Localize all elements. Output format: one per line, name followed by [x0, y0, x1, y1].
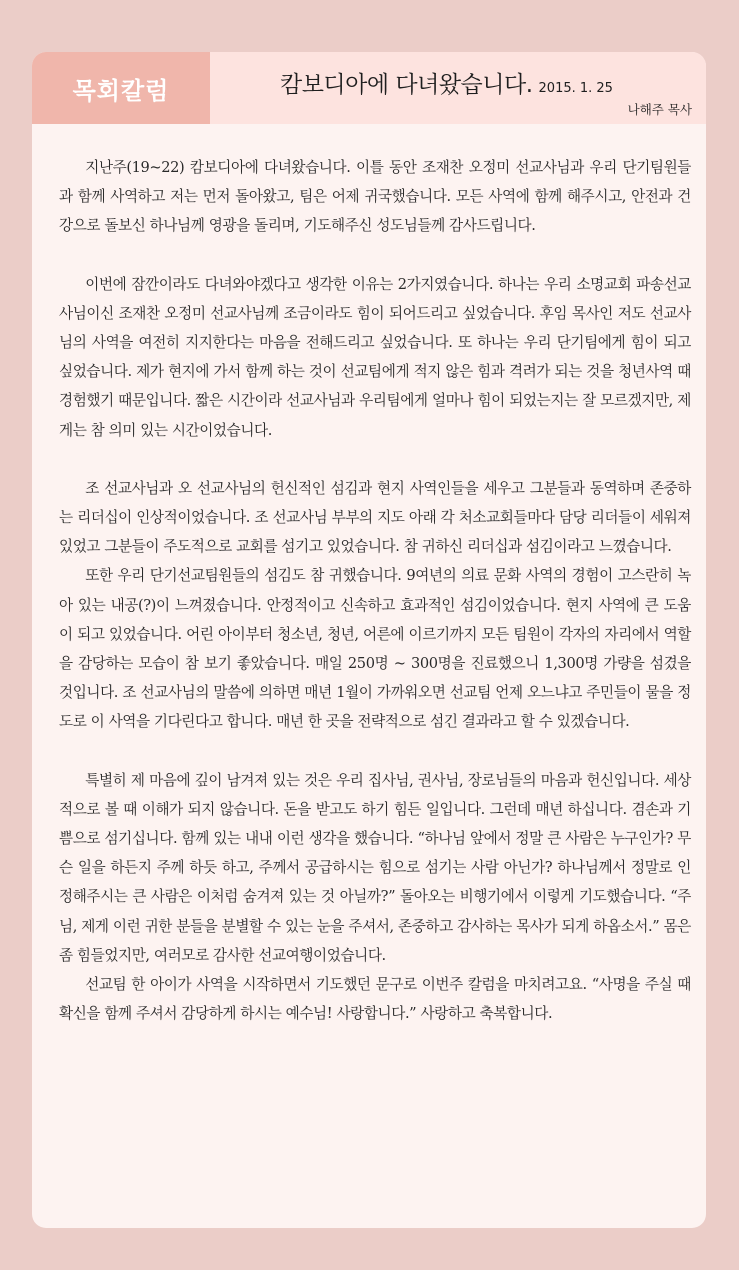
- paragraph-2: 이번에 잠깐이라도 다녀와야겠다고 생각한 이유는 2가지였습니다. 하나는 우리 소명교회 파송선교사님이신 조재찬 오정미 선교사님께 조금이라도 힘이 되어드리고 싶었습니다. 후임 목사인 저도 선교사님의 사역을 여전히 지지한다는 마음을 전해드리고 싶었습니다. 또 하나는 우리 단기팀에게 힘이 되고 싶었습니다. 제가 현지에 가서 함께 하는 것이 선교팀에게 적지 않은 힘과 격려가 되는 것을 청년사역 때 경험했기 때문입니다. 짧은 시간이라 선교사님과 우리팀에게 얼마나 힘이 되었는지는 잘 모르겠지만, 제게는 참 의미 있는 시간이었습니다.: [59, 275, 691, 439]
- column-author: 나해주 목사: [627, 102, 692, 117]
- column-body: [59, 153, 691, 1028]
- paragraph-5: 특별히 제 마음에 깊이 남겨져 있는 것은 우리 집사님, 권사님, 장로님들의 마음과 헌신입니다. 세상적으로 볼 때 이해가 되지 않습니다. 돈을 받고도 하기 힘든 일입니다. 그런데 매년 하십니다. 겸손과 기쁨으로 섬기십니다. 함께 있는 내내 이런 생각을 했습니다. “하나님 앞에서 정말 큰 사람은 누구인가? 무슨 일을 하든지 주께 하듯 하고, 주께서 공급하시는 힘으로 섬기는 사람 아닌가? 하나님께서 정말로 인정해주시는 큰 사람은 이처럼 숨겨져 있는 것 아닐까?” 돌아오는 비행기에서 이렇게 기도했습니다. “주님, 제게 이런 귀한 분들을 분별할 수 있는 눈을 주셔서, 존중하고 감사하는 목사가 되게 하옵소서.” 몸은 좀 힘들었지만, 여러모로 감사한 선교여행이었습니다.: [59, 771, 691, 964]
- column-date: 2015. 1. 25: [538, 81, 613, 96]
- column-category-label: 목회칼럼: [72, 76, 170, 105]
- column-title: 캄보디아에 다녀왔습니다.: [280, 72, 533, 98]
- paragraph-6: 선교팀 한 아이가 사역을 시작하면서 기도했던 문구로 이번주 칼럼을 마치려고요. “사명을 주실 때 확신을 함께 주셔서 감당하게 하시는 예수님! 사랑합니다.” 사랑하고 축복합니다.: [59, 976, 691, 1023]
- paragraph-1: 지난주(19~22) 캄보디아에 다녀왔습니다. 이틀 동안 조재찬 오정미 선교사님과 우리 단기팀원들과 함께 사역하고 저는 먼저 돌아왔고, 팀은 어제 귀국했습니다. 모든 사역에 함께 해주시고, 안전과 건강으로 돌보신 하나님께 영광을 돌리며, 기도해주신 성도님들께 감사드립니다.: [59, 159, 691, 235]
- column-card: [32, 52, 706, 1228]
- title-row: [280, 66, 613, 99]
- paragraph-4: 또한 우리 단기선교팀원들의 섬김도 참 귀했습니다. 9여년의 의료 문화 사역의 경험이 고스란히 녹아 있는 내공(?)이 느껴졌습니다. 안정적이고 신속하고 효과적인 섬김이었습니다. 현지 사역에 큰 도움이 되고 있었습니다. 어린 아이부터 청소년, 청년, 어른에 이르기까지 모든 팀원이 각자의 자리에서 역할을 감당하는 모습이 참 보기 좋았습니다. 매일 250명 ~ 300명을 진료했으니 1,300명 가량을 섬겼을 것입니다. 조 선교사님의 말씀에 의하면 매년 1월이 가까워오면 선교팀 언제 오느냐고 주민들이 물을 정도로 이 사역을 기다린다고 합니다. 매년 한 곳을 전략적으로 섬긴 결과라고 할 수 있겠습니다.: [59, 567, 691, 731]
- column-header: [32, 52, 706, 124]
- column-category-tag: [32, 52, 210, 124]
- paragraph-3: 조 선교사님과 오 선교사님의 헌신적인 섬김과 현지 사역인들을 세우고 그분들과 동역하며 존중하는 리더십이 인상적이었습니다. 조 선교사님 부부의 지도 아래 각 처소교회들마다 담당 리더들이 세워져 있었고 그분들이 주도적으로 교회를 섬기고 있었습니다. 참 귀하신 리더십과 섬김이라고 느꼈습니다.: [59, 479, 691, 556]
